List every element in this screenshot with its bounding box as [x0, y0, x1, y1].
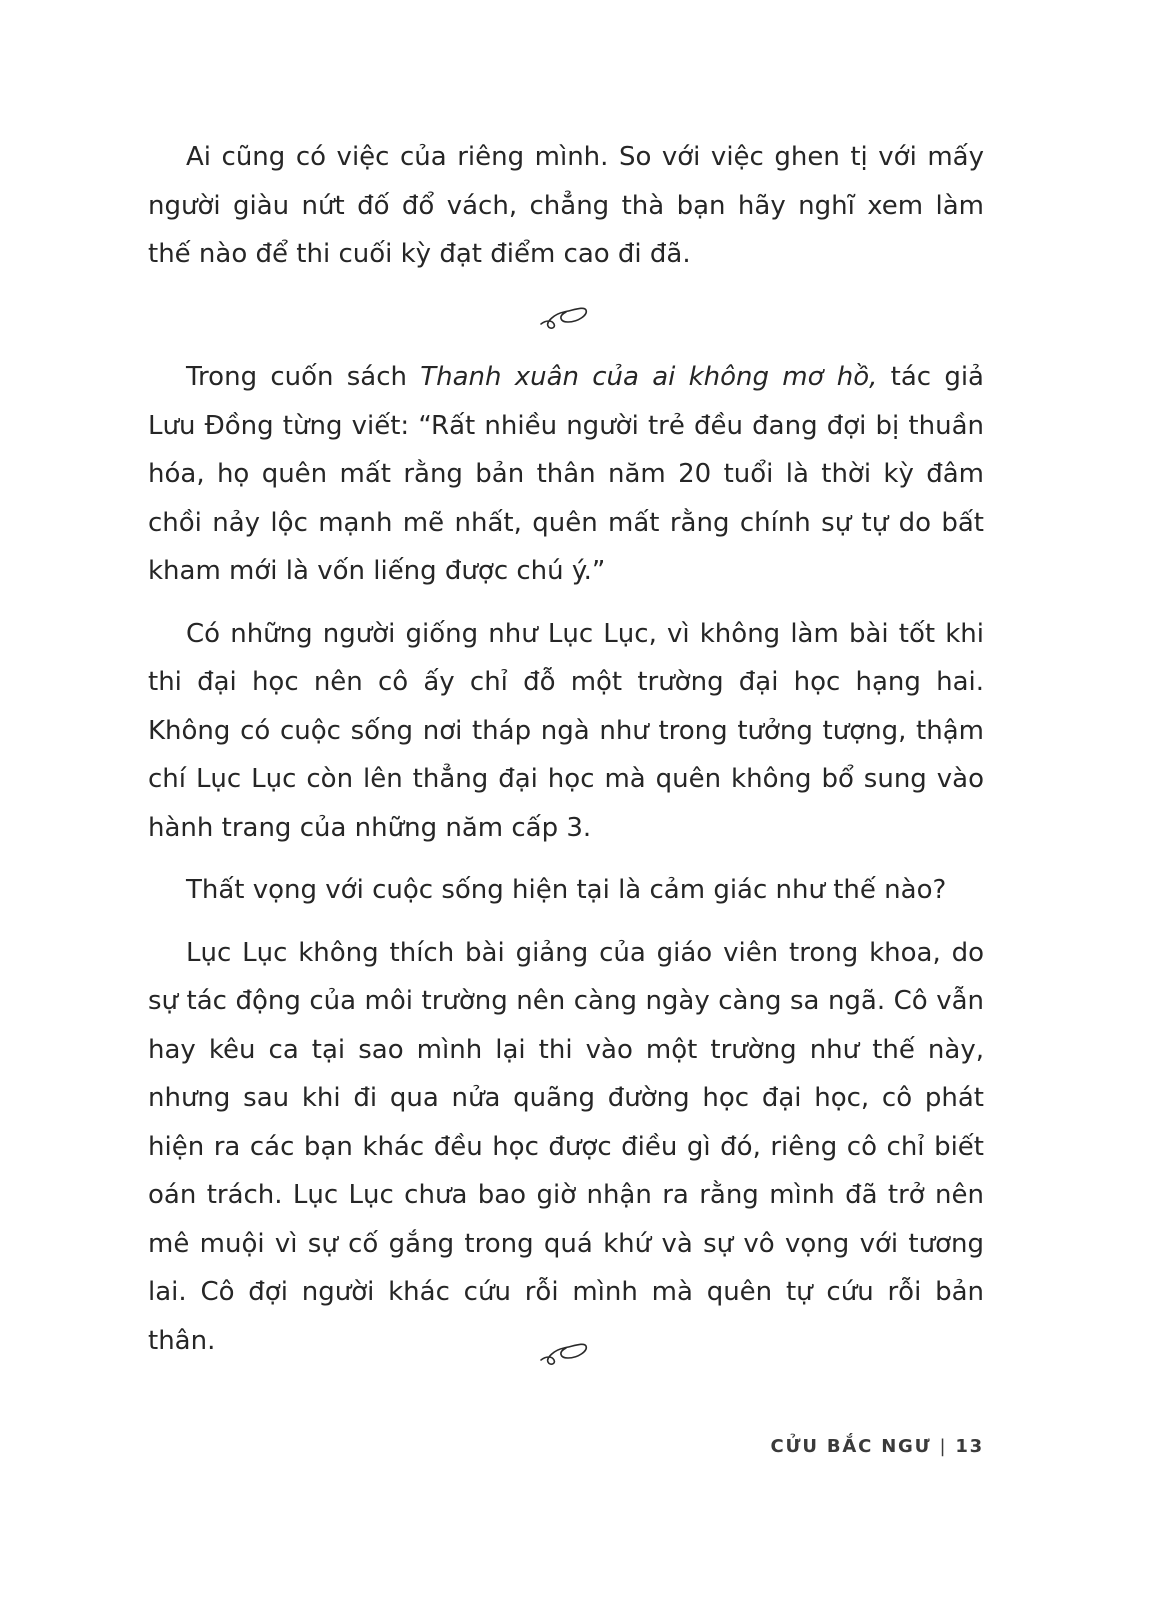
text-block-top: [148, 133, 984, 279]
book-title: Thanh xuân của ai không mơ hồ,: [420, 362, 878, 392]
footer-separator: |: [939, 1436, 948, 1457]
paragraph-with-book-title: [148, 353, 984, 596]
running-footer: [771, 1436, 984, 1457]
text-block-main: [148, 353, 984, 1365]
paragraph-2-before: Trong cuốn sách: [186, 362, 421, 392]
flourish-ornament-icon: [538, 300, 590, 330]
page-number: 13: [955, 1436, 984, 1457]
paragraph: Có những người giống như Lục Lục, vì không làm bài tốt khi thi đại học nên cô ấy chỉ đỗ một trường đại học hạng hai. Không có cuộc sống nơi tháp ngà như trong tưởng tượng, thậm chí Lục Lục còn lên thẳng đại học mà quên không bổ sung vào hành trang của những năm cấp 3.: [148, 618, 984, 843]
paragraph: Lục Lục không thích bài giảng của giáo viên trong khoa, do sự tác động của môi trường nên càng ngày càng sa ngã. Cô vẫn hay kêu ca tại sao mình lại thi vào một trường như thế này, nhưng sau khi đi qua nửa quãng đường học đại học, cô phát hiện ra các bạn khác đều học được điều gì đó, riêng cô chỉ biết oán trách. Lục Lục chưa bao giờ nhận ra rằng mình đã trở nên mê muội vì sự cố gắng trong quá khứ và sự vô vọng với tương lai. Cô đợi người khác cứu rỗi mình mà quên tự cứu rỗi bản thân.: [148, 937, 984, 1356]
paragraph: Ai cũng có việc của riêng mình. So với việc ghen tị với mấy người giàu nứt đố đổ vách, chẳng thà bạn hãy nghĩ xem làm thế nào để thi cuối kỳ đạt điểm cao đi đã.: [148, 142, 984, 269]
footer-author: CỬU BẮC NGƯ: [770, 1436, 932, 1457]
flourish-ornament-icon: [538, 1336, 590, 1366]
paragraph-2-after: tác giả Lưu Đồng từng viết: “Rất nhiều người trẻ đều đang đợi bị thuần hóa, họ quên mất rằng bản thân năm 20 tuổi là thời kỳ đâm chồi nảy lộc mạnh mẽ nhất, quên mất rằng chính sự tự do bất kham mới là vốn liếng được chú ý.”: [148, 362, 984, 586]
paragraph: Thất vọng với cuộc sống hiện tại là cảm giác như thế nào?: [186, 875, 947, 905]
